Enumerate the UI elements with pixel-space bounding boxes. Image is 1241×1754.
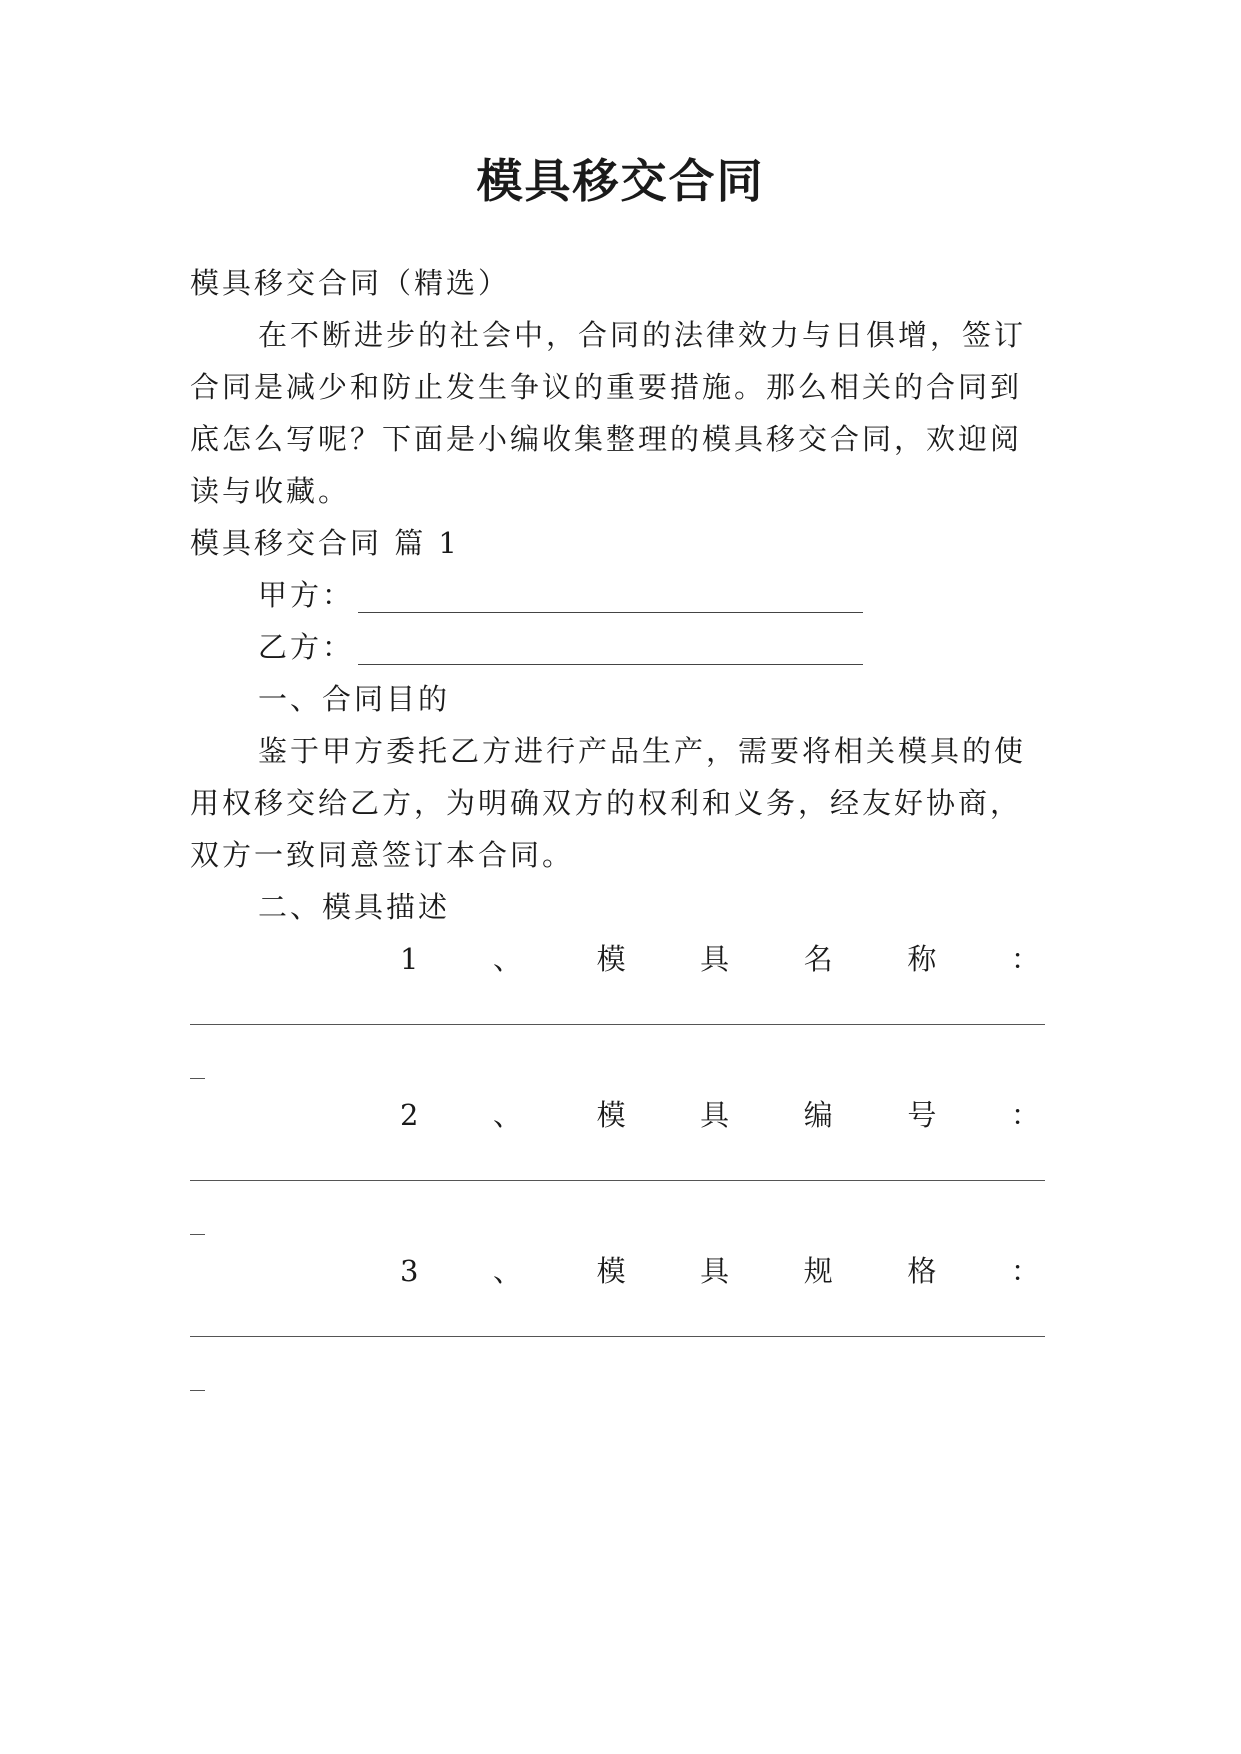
item-colon: ： — [1010, 1254, 1040, 1288]
clause1-line-3: 双方一致同意签订本合同。 — [190, 838, 575, 872]
item-number: 3 — [400, 1254, 419, 1288]
item-char: 具 — [700, 1098, 730, 1132]
section-heading: 模具移交合同 篇 1 — [190, 526, 460, 560]
item-char: 称 — [907, 942, 937, 976]
clause1-heading: 一、合同目的 — [258, 682, 451, 716]
item-row-1 — [400, 939, 1040, 979]
item-number: 2 — [400, 1098, 419, 1132]
party-a-row — [258, 575, 863, 615]
party-b-label: 乙方： — [258, 630, 355, 664]
item-char: 具 — [700, 1254, 730, 1288]
item-2-fill-line-end — [190, 1234, 205, 1235]
item-separator: 、 — [493, 942, 523, 976]
item-separator: 、 — [493, 1254, 523, 1288]
item-2-fill-line[interactable] — [190, 1180, 1045, 1181]
item-3-fill-line[interactable] — [190, 1336, 1045, 1337]
item-number: 1 — [400, 942, 419, 976]
item-3-fill-line-end — [190, 1390, 205, 1391]
party-b-blank[interactable] — [358, 634, 863, 665]
party-a-blank[interactable] — [358, 582, 863, 613]
clause1-line-1: 鉴于甲方委托乙方进行产品生产，需要将相关模具的使 — [258, 734, 1027, 768]
intro-line-1: 在不断进步的社会中，合同的法律效力与日俱增，签订 — [258, 318, 1027, 352]
item-char: 具 — [700, 942, 730, 976]
item-colon: ： — [1010, 942, 1040, 976]
item-char: 模 — [596, 1254, 626, 1288]
item-char: 模 — [596, 1098, 626, 1132]
item-colon: ： — [1010, 1098, 1040, 1132]
item-row-2 — [400, 1095, 1040, 1135]
item-1-fill-line-end — [190, 1078, 205, 1079]
intro-line-3: 底怎么写呢？下面是小编收集整理的模具移交合同，欢迎阅 — [190, 422, 1023, 456]
item-char: 号 — [907, 1098, 937, 1132]
document-title: 模具移交合同 — [476, 154, 765, 208]
item-char: 名 — [803, 942, 833, 976]
item-row-3 — [400, 1251, 1040, 1291]
intro-line-4: 读与收藏。 — [190, 474, 351, 508]
item-separator: 、 — [493, 1098, 523, 1132]
document-subtitle: 模具移交合同（精选） — [190, 266, 511, 300]
item-char: 规 — [803, 1254, 833, 1288]
item-1-fill-line[interactable] — [190, 1024, 1045, 1025]
party-b-row — [258, 627, 863, 667]
party-a-label: 甲方： — [258, 578, 355, 612]
clause1-line-2: 用权移交给乙方，为明确双方的权利和义务，经友好协商， — [190, 786, 1023, 820]
intro-line-2: 合同是减少和防止发生争议的重要措施。那么相关的合同到 — [190, 370, 1023, 404]
item-char: 格 — [907, 1254, 937, 1288]
item-char: 模 — [596, 942, 626, 976]
clause2-heading: 二、模具描述 — [258, 890, 451, 924]
item-char: 编 — [803, 1098, 833, 1132]
